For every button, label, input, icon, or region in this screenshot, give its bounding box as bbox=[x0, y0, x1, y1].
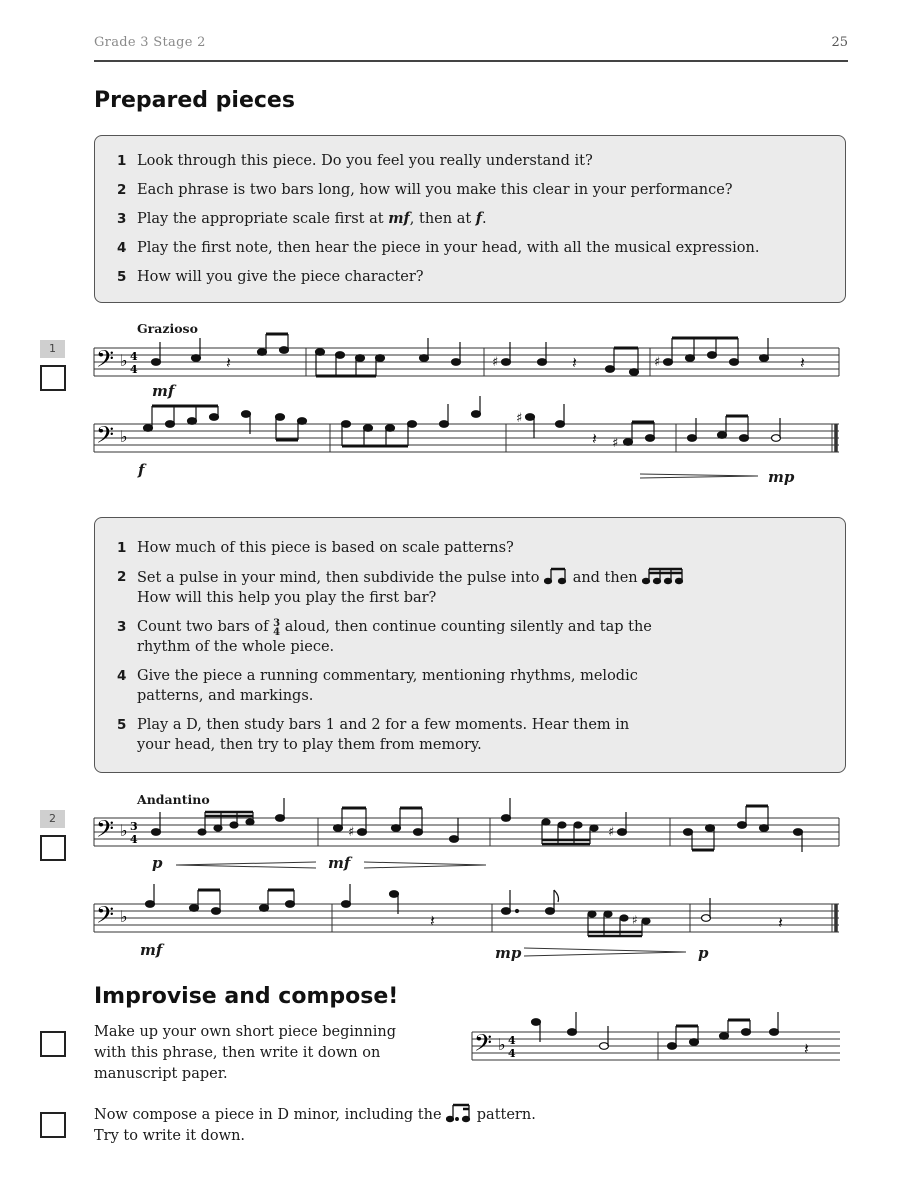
dynamic-mf: mf bbox=[152, 382, 175, 400]
question-item: 1 How much of this piece is based on scale patterns? bbox=[117, 540, 514, 556]
svg-text:𝄽: 𝄽 bbox=[430, 911, 435, 930]
svg-text:𝄽: 𝄽 bbox=[800, 353, 805, 372]
time-signature-inline: 3 4 bbox=[273, 618, 281, 638]
page-number: 25 bbox=[831, 35, 848, 50]
question-item: 3 Count two bars of 3 4 aloud, then continue counting silently and tap the rhythm of the whole piece. bbox=[117, 618, 652, 655]
diminuendo-hairpin bbox=[364, 862, 486, 868]
svg-text:4: 4 bbox=[130, 363, 138, 376]
running-header: Grade 3 Stage 2 bbox=[94, 35, 206, 50]
piece-2-staff-2 bbox=[94, 890, 844, 960]
improvise-checkbox[interactable] bbox=[40, 1031, 66, 1057]
dynamic-mp: mp bbox=[768, 468, 795, 486]
svg-text:4: 4 bbox=[130, 833, 138, 846]
header-rule bbox=[94, 60, 848, 62]
svg-text:𝄽: 𝄽 bbox=[226, 353, 231, 372]
dynamic-p: p bbox=[152, 854, 163, 872]
diminuendo-hairpin bbox=[524, 948, 686, 956]
compose-text: Now compose a piece in D minor, including the pattern. Try to write it down. bbox=[94, 1103, 536, 1147]
question-item: 4 Give the piece a running commentary, mentioning rhythms, melodic patterns, and markings. bbox=[117, 668, 638, 704]
svg-text:4: 4 bbox=[508, 1047, 516, 1060]
bass-clef-icon: 𝄢 bbox=[96, 421, 115, 454]
question-box-1 bbox=[94, 135, 846, 303]
svg-text:𝄽: 𝄽 bbox=[804, 1039, 809, 1058]
svg-text:4: 4 bbox=[508, 1034, 516, 1047]
piece-number-badge: 1 bbox=[40, 340, 65, 358]
dynamic-mp: mp bbox=[495, 944, 522, 962]
piece-1-checkbox[interactable] bbox=[40, 365, 66, 391]
svg-text:♯: ♯ bbox=[632, 913, 638, 927]
dynamic-mf: mf bbox=[328, 854, 351, 872]
svg-text:♯: ♯ bbox=[516, 411, 523, 426]
flat-icon: ♭ bbox=[498, 1035, 506, 1054]
piece-1-staff-2 bbox=[94, 412, 844, 492]
crescendo-hairpin bbox=[176, 862, 316, 868]
question-item: 5 Play a D, then study bars 1 and 2 for a few moments. Hear them in your head, then try to play them from memory. bbox=[117, 717, 630, 753]
four-semiquavers-icon bbox=[642, 567, 686, 585]
bass-clef-icon: 𝄢 bbox=[96, 815, 115, 848]
dynamic-p: p bbox=[698, 944, 709, 962]
svg-text:♯: ♯ bbox=[612, 436, 619, 451]
svg-text:♯: ♯ bbox=[348, 825, 355, 840]
svg-text:𝄽: 𝄽 bbox=[778, 913, 783, 932]
svg-text:4: 4 bbox=[130, 350, 138, 363]
svg-text:𝄽: 𝄽 bbox=[592, 429, 597, 448]
piece-2-checkbox[interactable] bbox=[40, 835, 66, 861]
question-box-2 bbox=[94, 517, 846, 773]
bass-clef-icon: 𝄢 bbox=[96, 345, 115, 378]
improvise-phrase-staff bbox=[472, 1018, 844, 1078]
tempo-marking-grazioso: Grazioso bbox=[137, 321, 198, 336]
question-item: 4 Play the first note, then hear the piece in your head, with all the musical expression. bbox=[117, 240, 760, 256]
svg-text:♯: ♯ bbox=[492, 355, 499, 370]
piece-1-staff-1 bbox=[94, 338, 844, 398]
flat-icon: ♭ bbox=[120, 427, 128, 446]
svg-text:3: 3 bbox=[130, 820, 138, 833]
question-item: 5 How will you give the piece character? bbox=[117, 269, 424, 285]
question-item: 2 Each phrase is two bars long, how will you make this clear in your performance? bbox=[117, 182, 733, 198]
dotted-rhythm-icon bbox=[446, 1103, 472, 1123]
compose-checkbox[interactable] bbox=[40, 1112, 66, 1138]
question-item: 2 Set a pulse in your mind, then subdivide the pulse into and then How will this help you play the first bar? bbox=[117, 567, 825, 608]
dynamic-mf: mf bbox=[140, 941, 163, 959]
dynamic-f: f bbox=[138, 461, 145, 479]
bass-clef-icon: 𝄢 bbox=[96, 901, 115, 934]
piece-2-staff-1 bbox=[94, 808, 844, 878]
piece-number-badge: 2 bbox=[40, 810, 65, 828]
section-heading-improvise: Improvise and compose! bbox=[94, 984, 399, 1009]
diminuendo-hairpin bbox=[640, 474, 758, 478]
flat-icon: ♭ bbox=[120, 821, 128, 840]
section-heading-prepared: Prepared pieces bbox=[94, 88, 295, 113]
svg-text:𝄽: 𝄽 bbox=[572, 353, 577, 372]
tempo-marking-andantino: Andantino bbox=[137, 792, 210, 807]
flat-icon: ♭ bbox=[120, 907, 128, 926]
svg-text:♯: ♯ bbox=[654, 355, 661, 370]
question-item: 3 Play the appropriate scale first at mf, then at f. bbox=[117, 210, 487, 227]
bass-clef-icon: 𝄢 bbox=[474, 1029, 493, 1062]
flat-icon: ♭ bbox=[120, 351, 128, 370]
svg-text:♯: ♯ bbox=[608, 825, 615, 840]
improvise-text: Make up your own short piece beginning with this phrase, then write it down on manuscript paper. bbox=[94, 1024, 396, 1082]
two-quavers-icon bbox=[544, 567, 568, 585]
question-item: 1 Look through this piece. Do you feel you really understand it? bbox=[117, 153, 593, 169]
